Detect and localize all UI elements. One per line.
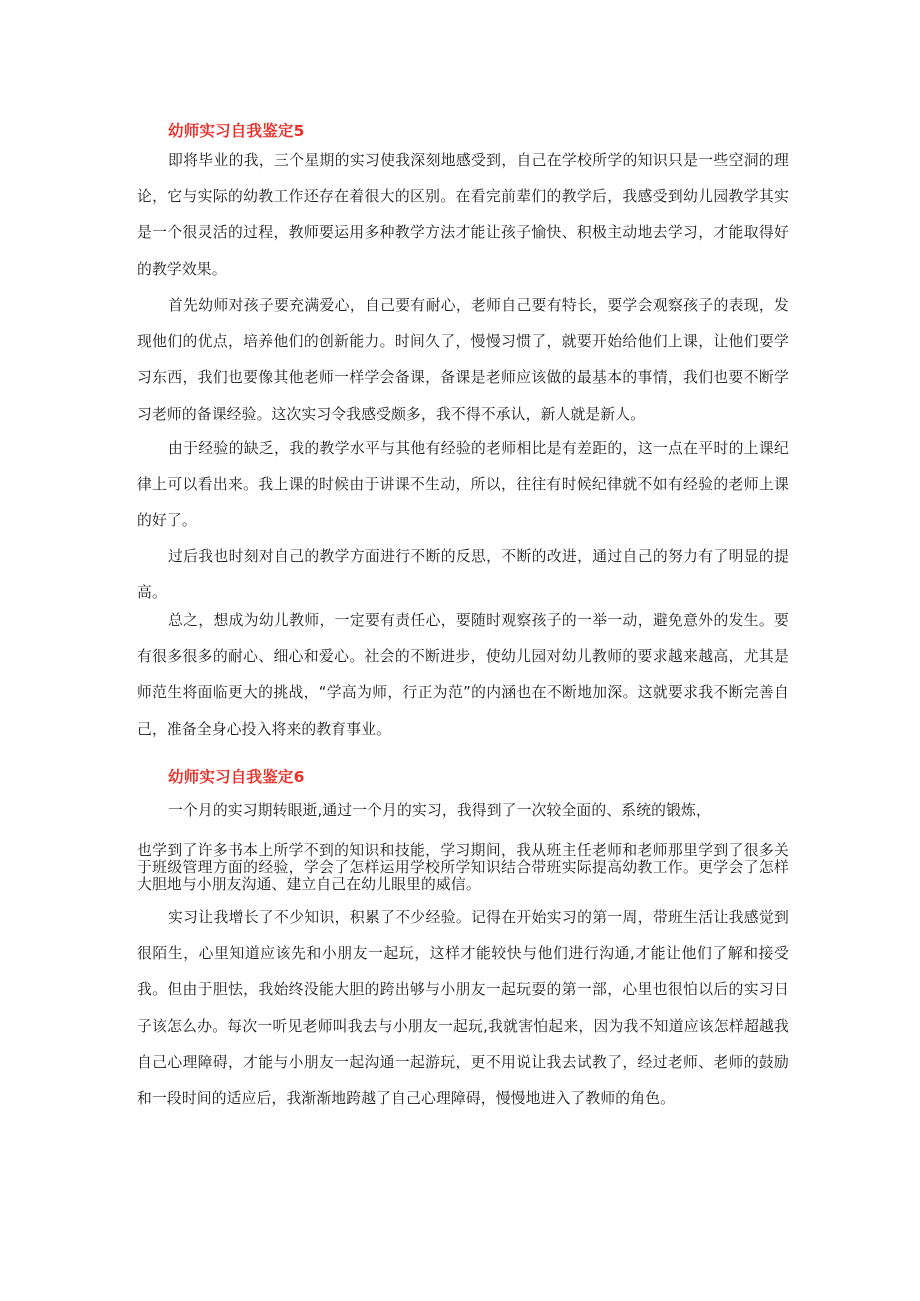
- paragraph: 也学到了许多书本上所学不到的知识和技能，学习期间，我从班主任老师和老师那里学到了很多关于班级管理方面的经验，学会了怎样运用学校所学知识结合带班实际提高幼教工作。更学会了怎样大胆地与小朋友沟通、建立自己在幼儿眼里的威信。: [137, 842, 789, 893]
- section-heading: 幼师实习自我鉴定6: [168, 768, 305, 786]
- paragraph: 首先幼师对孩子要充满爱心，自己要有耐心，老师自己要有特长，要学会观察孩子的表现，发现他们的优点，培养他们的创新能力。时间久了，慢慢习惯了，就要开始给他们上课，让他们要学习东西，我们也要像其他老师一样学会备课，备课是老师应该做的最基本的事情，我们也要不断学习老师的备课经验。这次实习令我感受颇多，我不得不承认，新人就是新人。: [137, 297, 789, 423]
- section-heading: 幼师实习自我鉴定5: [168, 122, 305, 140]
- paragraph: 由于经验的缺乏，我的教学水平与其他有经验的老师相比是有差距的，这一点在平时的上课纪律上可以看出来。我上课的时候由于讲课不生动，所以，往往有时候纪律就不如有经验的老师上课的好了。: [137, 440, 789, 530]
- paragraph: 总之，想成为幼儿教师，一定要有责任心，要随时观察孩子的一举一动，避免意外的发生。要有很多很多的耐心、细心和爱心。社会的不断进步，使幼儿园对幼儿教师的要求越来越高，尤其是师范生将面临更大的挑战，“学高为师，行正为范”的内涵也在不断地加深。这就要求我不断完善自己，准备全身心投入将来的教育事业。: [137, 612, 789, 738]
- paragraph: 即将毕业的我，三个星期的实习使我深刻地感受到，自己在学校所学的知识只是一些空洞的理论，它与实际的幼教工作还存在着很大的区别。在看完前辈们的教学后，我感受到幼儿园教学其实是一个很灵活的过程，教师要运用多种教学方法才能让孩子愉快、积极主动地去学习，才能取得好的教学效果。: [137, 152, 789, 278]
- paragraph: 实习让我增长了不少知识，积累了不少经验。记得在开始实习的第一周，带班生活让我感觉到很陌生，心里知道应该先和小朋友一起玩，这样才能较快与他们进行沟通,才能让他们了解和接受我。但由于胆怯，我始终没能大胆的跨出够与小朋友一起玩耍的第一部，心里也很怕以后的实习日子该怎么办。每次一听见老师叫我去与小朋友一起玩,我就害怕起来，因为我不知道应该怎样超越我自己心理障碍，才能与小朋友一起沟通一起游玩，更不用说让我去试教了，经过老师、老师的鼓励和一段时间的适应后，我渐渐地跨越了自己心理障碍，慢慢地进入了教师的角色。: [137, 909, 789, 1108]
- paragraph: 过后我也时刻对自己的教学方面进行不断的反思，不断的改进，通过自己的努力有了明显的提高。: [137, 548, 789, 602]
- paragraph: 一个月的实习期转眼逝,通过一个月的实习，我得到了一次较全面的、系统的锻炼，: [168, 802, 711, 819]
